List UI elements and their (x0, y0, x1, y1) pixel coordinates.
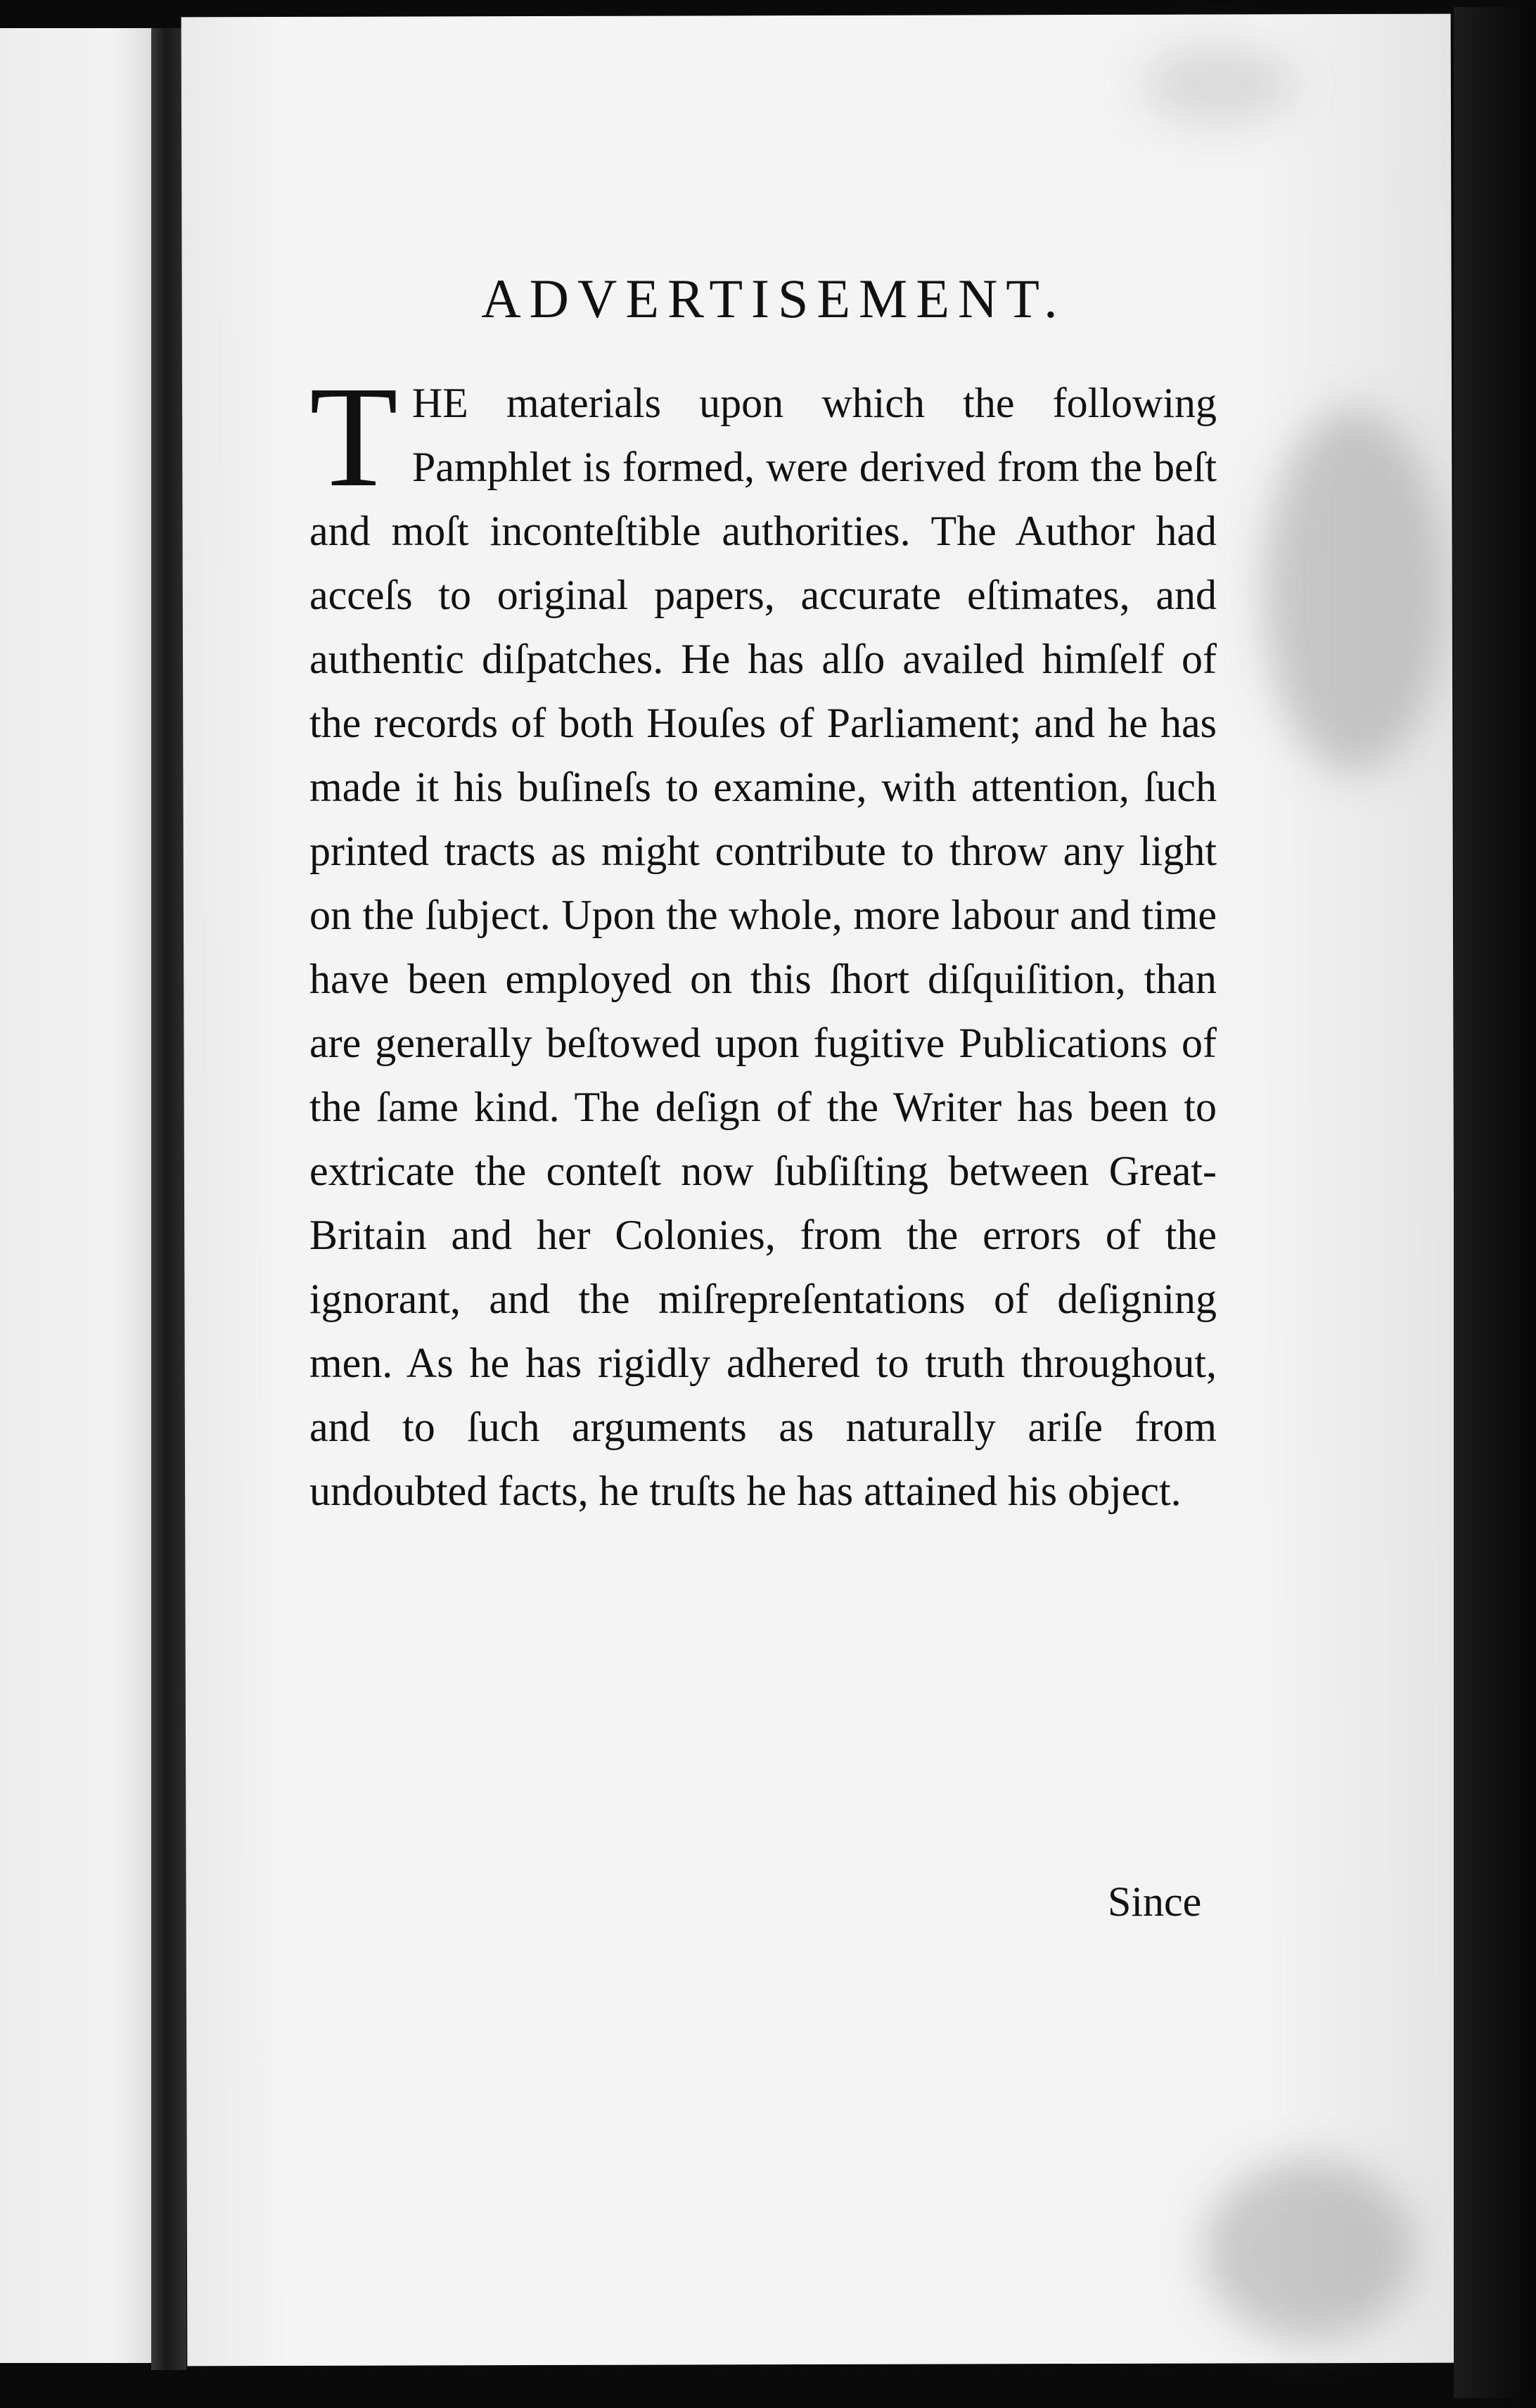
advertisement-text (309, 267, 1217, 1523)
scan-background-edge (1454, 7, 1536, 2398)
previous-page-edge (0, 28, 162, 2363)
body-paragraph (309, 356, 1217, 1523)
drop-cap: T (309, 356, 398, 517)
binding-gutter (151, 28, 186, 2370)
paper-stain (1203, 2159, 1415, 2343)
catchword: Since (1108, 1878, 1202, 1925)
paper-stain (1262, 408, 1445, 774)
page-title: ADVERTISEMENT. (481, 268, 1066, 329)
paragraph-text: HE materials upon which the following Pamphlet is formed, were derived from the beſt and moſt inconteſtible authorities. The Author had acceſs to original papers, accurate eſtimates, and authentic diſpatches. He has alſo availed himſelf of the records of both Houſes of Parliament; and he has made it his buſineſs to examine, with attention, ſuch printed tracts as might contribute to throw any light on the ſubject. Upon the whole, more labour and time have been employed on this ſhort diſquiſition, than are generally beſtowed upon fugitive Publications of the ſame kind. The deſign of the Writer has been to extricate the conteſt now ſubſiſting between Great-Britain and her Colonies, from the errors of the ignorant, and the miſrepreſentations of deſigning men. As he has rigidly adhered to truth throughout, and to ſuch arguments as naturally ariſe from undoubted facts, he truſts he has attained his object. (309, 380, 1217, 1514)
paper-stain (1141, 42, 1296, 127)
